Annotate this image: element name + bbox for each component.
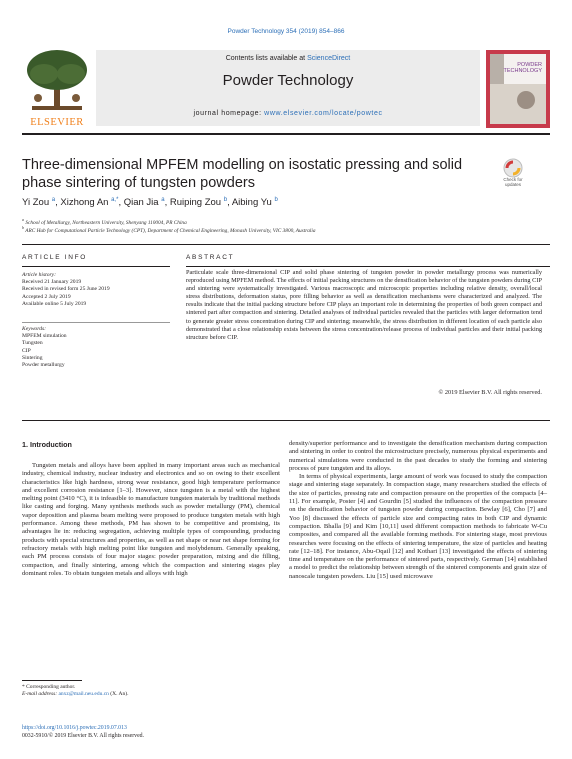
badge-line1: Check for [503,177,523,182]
keywords-label: Keywords: [22,326,47,332]
author-affil-mark[interactable]: a,* [111,197,119,203]
article-info-heading: ARTICLE INFO [22,254,88,261]
body-divider [22,420,550,421]
history-item: Accepted 2 July 2019 [22,293,71,300]
tree-logo-icon [22,48,92,114]
homepage-link[interactable]: www.elsevier.com/locate/powtec [264,110,383,117]
cover-title [502,62,542,74]
contents-line [96,55,480,62]
author-name[interactable]: Xizhong An [60,197,109,209]
history-label: Article history: [22,272,57,278]
publisher-name: ELSEVIER [30,117,84,128]
affiliation-text: ARC Hub for Computational Particle Technology (CPT), Department of Chemical Engineering, Monash University, VIC 3800, Australia [25,227,316,234]
email-link[interactable]: anxz@mail.neu.edu.cn [58,691,109,697]
paper-title-line1: Three-dimensional MPFEM modelling on isostatic pressing and solid [22,157,463,173]
issn-line: 0032-5910/© 2019 Elsevier B.V. All rights reserved. [22,733,144,739]
badge-line2: updates [504,182,521,187]
paper-title-line2: phase sintering of tungsten powders [22,175,255,191]
keyword: CIP [22,347,31,354]
paper-title [22,156,472,192]
body-paragraph: In terms of physical experiments, large amount of work was focused to study the compaction stage and sintering stage separately. In compaction stage, many researchers studied the effects of the size of particles, pressing rate and compaction pressure on the properties of the compacts [4–11]. For example, Poster [4] and Gourdin [5] studied the influences of the compaction pressure on the densification behavior of tungsten powder during compaction. Bewlay [6], Cho [7] and Yoo [8] discussed the effects of particle size and compacting rates in both CIP and dynamic compaction. Bhalla [9] and Kim [10,11] used different compaction methods to fabricate W-Cu composites, and compared all the available forming methods. For sintering stage, most previous researches were focusing on the effects of sintering temperature, the size of particles and heating rate [12–18]. For instance, Abu-Oqail [12] and Kothari [13] investigated the effects of sintering time and temperature on the performance of sintered parts, respectively. German [14] established a model to predict the relationship between strength of the sintered components and grain size of nanoscale tungsten powders. Liu [15] used microwave [289,473,547,580]
keywords [22,326,162,369]
cover-page [490,54,546,124]
sciencedirect-link[interactable]: ScienceDirect [307,55,351,62]
homepage-label: journal homepage: [193,110,265,117]
journal-homepage-line [96,110,480,117]
author-affil-mark[interactable]: b [223,197,228,203]
body-column-left [22,462,280,578]
history-item: Received in revised form 25 June 2019 [22,286,110,293]
keyword: Sintering [22,354,43,361]
badge-label [492,177,534,187]
section-divider [22,244,550,245]
author-name[interactable]: Aibing Yu [231,197,272,209]
author-name[interactable]: Yi Zou [22,197,50,209]
journal-name: Powder Technology [222,72,354,89]
doi-link[interactable]: https://doi.org/10.1016/j.powtec.2019.07.013 [22,725,127,731]
copyright-notice: © 2019 Elsevier B.V. All rights reserved. [438,389,542,396]
contents-prefix: Contents lists available at [225,55,308,62]
keyword: Powder metallurgy [22,362,65,369]
journal-citation-line[interactable]: Powder Technology 354 (2019) 854–866 [227,28,345,35]
section-heading-introduction: 1. Introduction [22,440,72,449]
body-column-right [289,440,547,581]
author-affil-mark[interactable]: b [274,197,278,203]
affiliation [22,225,542,234]
abstract-rule [186,266,550,267]
author-affil-mark[interactable]: a [161,197,165,203]
cover-title-line1: POWDER [517,62,542,68]
abstract-text: Particulate scale three-dimensional CIP and solid phase sintering of tungsten powder in powder metallurgy process was numerically reproduced using MPFEM method. The effects of initial packing structures on the densification behavior of the tungsten powders during CIP and sintering were systematically investigated. Various macroscopic and microscopic properties including relative density, overall/local stress distributions, deformation status, pore filling behavior as well as densification mechanisms were characterized and analyzed. The results indicate that the initial packing structure before CIP plays an important role in determining the properties of both green compact and sintered part after compaction and sintering. Detailed analyses of individual particles revealed that the particles with larger deformation tend to generate greater stress concentration during CIP and sintering; meanwhile, the stress distribution in different location of each particle also demonstrated that a close relationship exists between the stress concentration/release process of individual particles and their initial packing structure before CIP. [186,269,542,341]
abstract-heading: ABSTRACT [186,254,235,261]
corresponding-author-note: * Corresponding author. [22,684,76,690]
affiliation-text: School of Metallurgy, Northeastern University, Shenyang 110004, PR China [25,219,187,226]
article-info-rule [22,266,170,267]
author-name[interactable]: Qian Jia [123,197,159,209]
journal-cover-thumbnail[interactable] [486,50,550,128]
header-rule [22,133,550,135]
check-for-updates-badge[interactable] [498,158,528,192]
keyword: Tungsten [22,340,43,347]
body-paragraph: density/superior performance and to investigate the densification mechanism during compaction and sintering in order to control the microstructure precisely, numerous physical experiments and numerical simulations were conducted in the past decades to study the forming and sintering process of pure tungsten and its alloys. [289,440,547,472]
cover-title-line2: TECHNOLOGY [503,68,542,74]
email-suffix: (X. An). [108,691,129,697]
footnote-rule [22,680,82,681]
email-label: E-mail address: [22,691,59,697]
author-affil-mark[interactable]: a [51,197,56,203]
history-item: Available online 5 July 2019 [22,300,87,307]
keywords-rule [22,322,170,323]
history-item: Received 21 January 2019 [22,279,82,286]
keyword: MPFEM simulation [22,333,67,340]
author-list: Yi Zou $^a$, Xizhong An $^{a,*}$, Qian Jia $^a$, Ruiping Zou $^b$, Aibing Yu $^b$ [22,197,278,209]
article-history [22,272,162,308]
author-name[interactable]: Ruiping Zou [169,197,222,209]
email-note [22,691,282,698]
affiliation-mark: a [22,217,24,222]
check-updates-icon [498,158,528,178]
body-paragraph: Tungsten metals and alloys have been applied in many important areas such as mechanical industry, chemical industry, nuclear industry and electronics and so on owing to their excellent characteristics like high hardness, strong wear resistance, good high temperature performance and excellent corrosion resistance [1–3]. However, since tungsten is a metal with the highest melting point (3410 °C), it is infeasible to manufacture tungsten materials by traditional methods like casting and forging. Many synthesis methods such as powder metallurgy (PM), chemical vapor deposition and plasma beam melting were proposed to produce tungsten metals with high performance. Among these methods, PM has shown to be competitive and promising, its advantages lie in: reducing segregation, achieving multiple types of compounding, producing products with special structures and properties, as well as net shape or near net shape forming for refractory metals with high melting point like tungsten and molybdenum. Generally speaking, each PM process consists of four major stages: powder preparation, mixing and die filling, compaction, and finally sintering, among which the compaction and sintering stages play dominant roles. To obtain tungsten metals and alloys with high [22,462,280,577]
elsevier-logo[interactable] [22,48,92,128]
affiliation-mark: b [22,225,24,230]
